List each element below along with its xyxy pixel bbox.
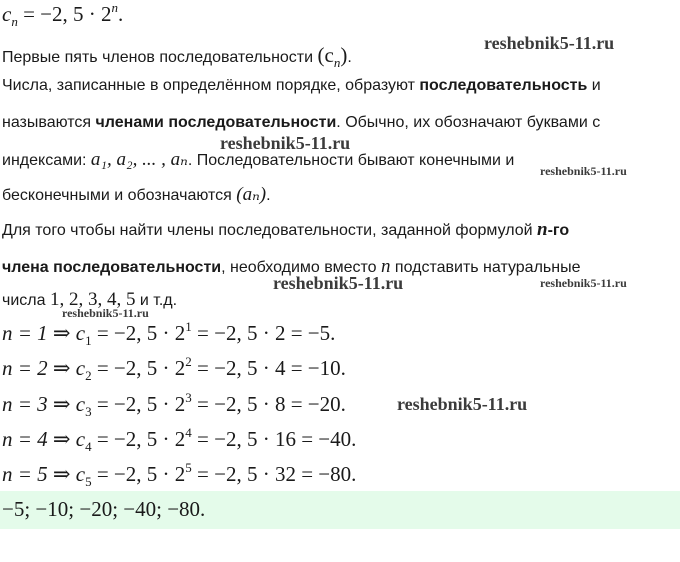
eq3-end: = −2, 5 · 8 = −20. bbox=[191, 392, 346, 416]
answer-box bbox=[0, 491, 680, 529]
watermark: reshebnik5-11.ru bbox=[273, 273, 404, 293]
eq4-mid: = −2, 5 · 2 bbox=[91, 427, 186, 451]
line4-end: . Последовательности бывают конечными и bbox=[187, 152, 515, 169]
eq3-sub: 3 bbox=[85, 404, 92, 419]
line8-math: 1, 2, 3, 4, 5 bbox=[49, 289, 136, 310]
line6-bold: -го bbox=[547, 222, 570, 239]
equation-row-1 bbox=[2, 321, 335, 346]
watermark: reshebnik5-11.ru bbox=[220, 133, 351, 153]
text-line-5 bbox=[2, 183, 271, 206]
text-line-2 bbox=[2, 77, 601, 95]
line6-text: Для того чтобы найти члены последовательности, заданной формулой bbox=[2, 222, 538, 239]
eq4-lhs: n = 4 ⇒ c bbox=[2, 427, 86, 451]
eq4-end: = −2, 5 · 16 = −40. bbox=[191, 427, 357, 451]
line3-end: . Обычно, их обозначают буквами с bbox=[336, 114, 601, 131]
eq5-end: = −2, 5 · 32 = −80. bbox=[191, 462, 357, 486]
watermark: reshebnik5-11.ru bbox=[540, 164, 627, 178]
line2-text: Числа, записанные в определённом порядке, образуют bbox=[2, 77, 420, 94]
watermark: reshebnik5-11.ru bbox=[540, 276, 627, 290]
eq1-sub: 1 bbox=[85, 333, 92, 348]
formula-rest: = −2, 5 · 2 bbox=[17, 2, 112, 26]
line8-text: числа bbox=[2, 292, 50, 309]
eq2-end: = −2, 5 · 4 = −10. bbox=[191, 356, 346, 380]
text-line-1 bbox=[2, 43, 352, 68]
formula-line bbox=[2, 2, 123, 27]
line7-bold: члена последовательности bbox=[2, 259, 222, 276]
line6-bold-math: n bbox=[537, 219, 548, 240]
line2-bold: последовательность bbox=[419, 77, 588, 94]
watermark: reshebnik5-11.ru bbox=[484, 33, 615, 53]
line2-end: и bbox=[587, 77, 601, 94]
eq1-end: = −2, 5 · 2 = −5. bbox=[191, 321, 336, 345]
equation-row-2 bbox=[2, 356, 346, 381]
eq4-sub: 4 bbox=[85, 439, 92, 454]
eq5-exp: 5 bbox=[185, 460, 192, 475]
line1-text: Первые пять членов последовательности bbox=[2, 49, 318, 66]
equation-row-5 bbox=[2, 462, 356, 487]
eq2-mid: = −2, 5 · 2 bbox=[91, 356, 186, 380]
line7-math: n bbox=[380, 256, 391, 277]
watermark: reshebnik5-11.ru bbox=[62, 306, 149, 320]
formula-sub: n bbox=[11, 14, 18, 29]
eq1-lhs: n = 1 ⇒ c bbox=[2, 321, 86, 345]
line3-bold: членами последовательности bbox=[95, 114, 337, 131]
eq2-sub: 2 bbox=[85, 368, 92, 383]
line5-math: (aₙ) bbox=[236, 184, 267, 205]
formula-var: c bbox=[2, 2, 12, 26]
line1-math-sub: n bbox=[333, 55, 341, 70]
answer-text: −5; −10; −20; −40; −80. bbox=[2, 497, 206, 521]
eq1-exp: 1 bbox=[185, 319, 192, 334]
equation-row-4 bbox=[2, 427, 356, 452]
eq5-lhs: n = 5 ⇒ c bbox=[2, 462, 86, 486]
line1-math: (c bbox=[317, 43, 334, 67]
formula-end: . bbox=[118, 2, 124, 26]
line7-text: , необходимо вместо bbox=[221, 259, 381, 276]
line4-text: индексами: bbox=[2, 152, 91, 169]
eq5-mid: = −2, 5 · 2 bbox=[91, 462, 186, 486]
formula-exp: n bbox=[111, 0, 119, 15]
eq3-lhs: n = 3 ⇒ c bbox=[2, 392, 86, 416]
text-line-3 bbox=[2, 114, 600, 132]
line4-math: a₁, a₂, ... , aₙ bbox=[90, 149, 188, 170]
line3-text: называются bbox=[2, 114, 96, 131]
eq1-mid: = −2, 5 · 2 bbox=[91, 321, 186, 345]
equation-row-3 bbox=[2, 392, 346, 417]
eq2-exp: 2 bbox=[185, 354, 192, 369]
eq2-lhs: n = 2 ⇒ c bbox=[2, 356, 86, 380]
line8-end: и т.д. bbox=[135, 292, 178, 309]
eq3-exp: 3 bbox=[185, 390, 192, 405]
line1-end: . bbox=[347, 49, 352, 66]
line7-end: подставить натуральные bbox=[390, 259, 581, 276]
line5-text: бесконечными и обозначаются bbox=[2, 187, 237, 204]
watermark: reshebnik5-11.ru bbox=[397, 394, 528, 414]
line5-end: . bbox=[266, 187, 271, 204]
text-line-6 bbox=[2, 219, 569, 241]
eq5-sub: 5 bbox=[85, 474, 92, 489]
line1-math-end: ) bbox=[340, 43, 348, 67]
eq4-exp: 4 bbox=[185, 425, 192, 440]
eq3-mid: = −2, 5 · 2 bbox=[91, 392, 186, 416]
